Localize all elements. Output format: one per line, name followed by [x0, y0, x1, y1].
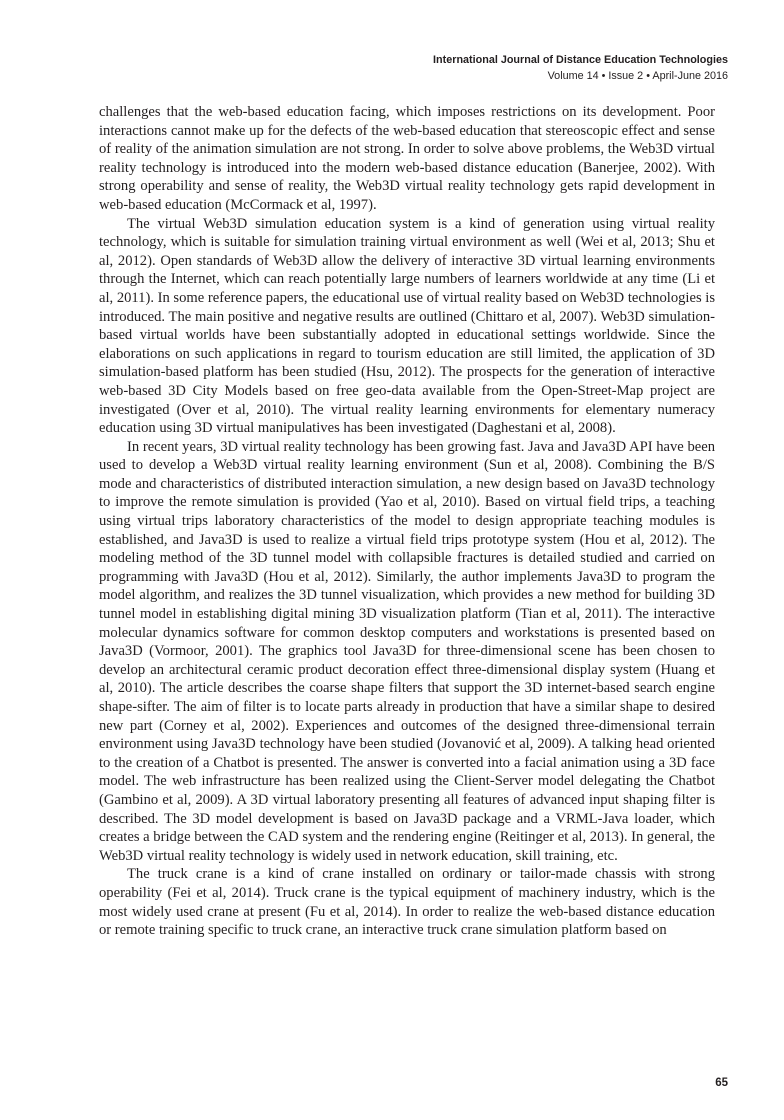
paragraph: In recent years, 3D virtual reality technology has been growing fast. Java and Java3D API have been used to develop a Web3D virtual reality learning environment (Sun et al, 2008). Combining the B/S mode and characteristics of distributed interaction simulation, a new design based on Java3D technology to improve the remote simulation is provided (Yao et al, 2010). Based on virtual field trips, a teaching using virtual trips laboratory characteristics of the model to design appropriate teaching modules is established, and Java3D is used to realize a virtual field trips prototype system (Hou et al, 2012). The modeling method of the 3D tunnel model with collapsible fractures is detailed studied and carried on programming with Java3D (Hou et al, 2012). Similarly, the author implements Java3D to program the model algorithm, and realizes the 3D tunnel visualization, which provides a new method for building 3D tunnel model in establishing digital mining 3D visualization platform (Tian et al, 2011). The interactive molecular dynamics software for common desktop computers and workstations is presented based on Java3D (Vormoor, 2001). The graphics tool Java3D for three-dimensional scene has been chosen to develop an architectural ceramic product decoration effect three-dimensional display system (Huang et al, 2010). The article describes the coarse shape filters that support the 3D internet-based search engine shape-sifter. The aim of filter is to locate parts already in production that have a similar shape to desired new part (Corney et al, 2002). Experiences and outcomes of the designed three-dimensional terrain environment using Java3D technology have been studied (Jovanović et al, 2009). A talking head oriented to the creation of a Chatbot is presented. The answer is converted into a facial animation using a 3D face model. The web infrastructure has been realized using the Client-Server model delegating the Chatbot (Gambino et al, 2009). A 3D virtual laboratory presenting all features of advanced input shaping filter is described. The 3D model development is based on Java3D package and a VRML-Java loader, which creates a bridge between the CAD system and the rendering engine (Reitinger et al, 2013). In general, the Web3D virtual reality technology is widely used in network education, skill training, etc.	[99, 438, 715, 864]
issue-line: Volume 14 • Issue 2 • April-June 2016	[547, 70, 728, 82]
running-header	[433, 52, 728, 84]
paragraph: The truck crane is a kind of crane installed on ordinary or tailor-made chassis with strong operability (Fei et al, 2014). Truck crane is the typical equipment of machinery industry, which is the most widely used crane at present (Fu et al, 2014). In order to realize the web-based distance education or remote training specific to truck crane, an interactive truck crane simulation platform based on	[99, 866, 715, 939]
paragraph: The virtual Web3D simulation education system is a kind of generation using virtual reality technology, which is suitable for simulation training virtual environment as well (Wei et al, 2013; Shu et al, 2012). Open standards of Web3D allow the delivery of interactive 3D virtual learning environments through the Internet, which can reach potentially large numbers of learners worldwide at any time (Li et al, 2011). In some reference papers, the educational use of virtual reality based on Web3D technologies is introduced. The main positive and negative results are outlined (Chittaro et al, 2007). Web3D simulation-based virtual worlds have been substantially adopted in educational settings worldwide. Since the elaborations on such applications in regard to tourism education are still limited, the application of 3D simulation-based platform has been studied (Hsu, 2012). The prospects for the generation of interactive web-based 3D City Models based on free geo-data available from the Open-Street-Map project are investigated (Over et al, 2010). The virtual reality learning environments for elementary numeracy education using 3D virtual manipulatives has been investigated (Daghestani et al, 2008).	[99, 215, 716, 437]
paragraph: challenges that the web-based education facing, which imposes restrictions on its development. Poor interactions cannot make up for the defects of the web-based education that stereoscopic effect and sense of reality of the animation simulation are not strong. In order to solve above problems, the Web3D virtual reality technology is introduced into the modern web-based distance education (Banerjee, 2002). With strong operability and sense of reality, the Web3D virtual reality technology gets rapid development in web-based education (McCormack et al, 1997).	[99, 104, 715, 213]
page-number: 65	[715, 1077, 728, 1089]
article-body	[99, 103, 715, 940]
journal-title: International Journal of Distance Education Technologies	[433, 54, 728, 66]
